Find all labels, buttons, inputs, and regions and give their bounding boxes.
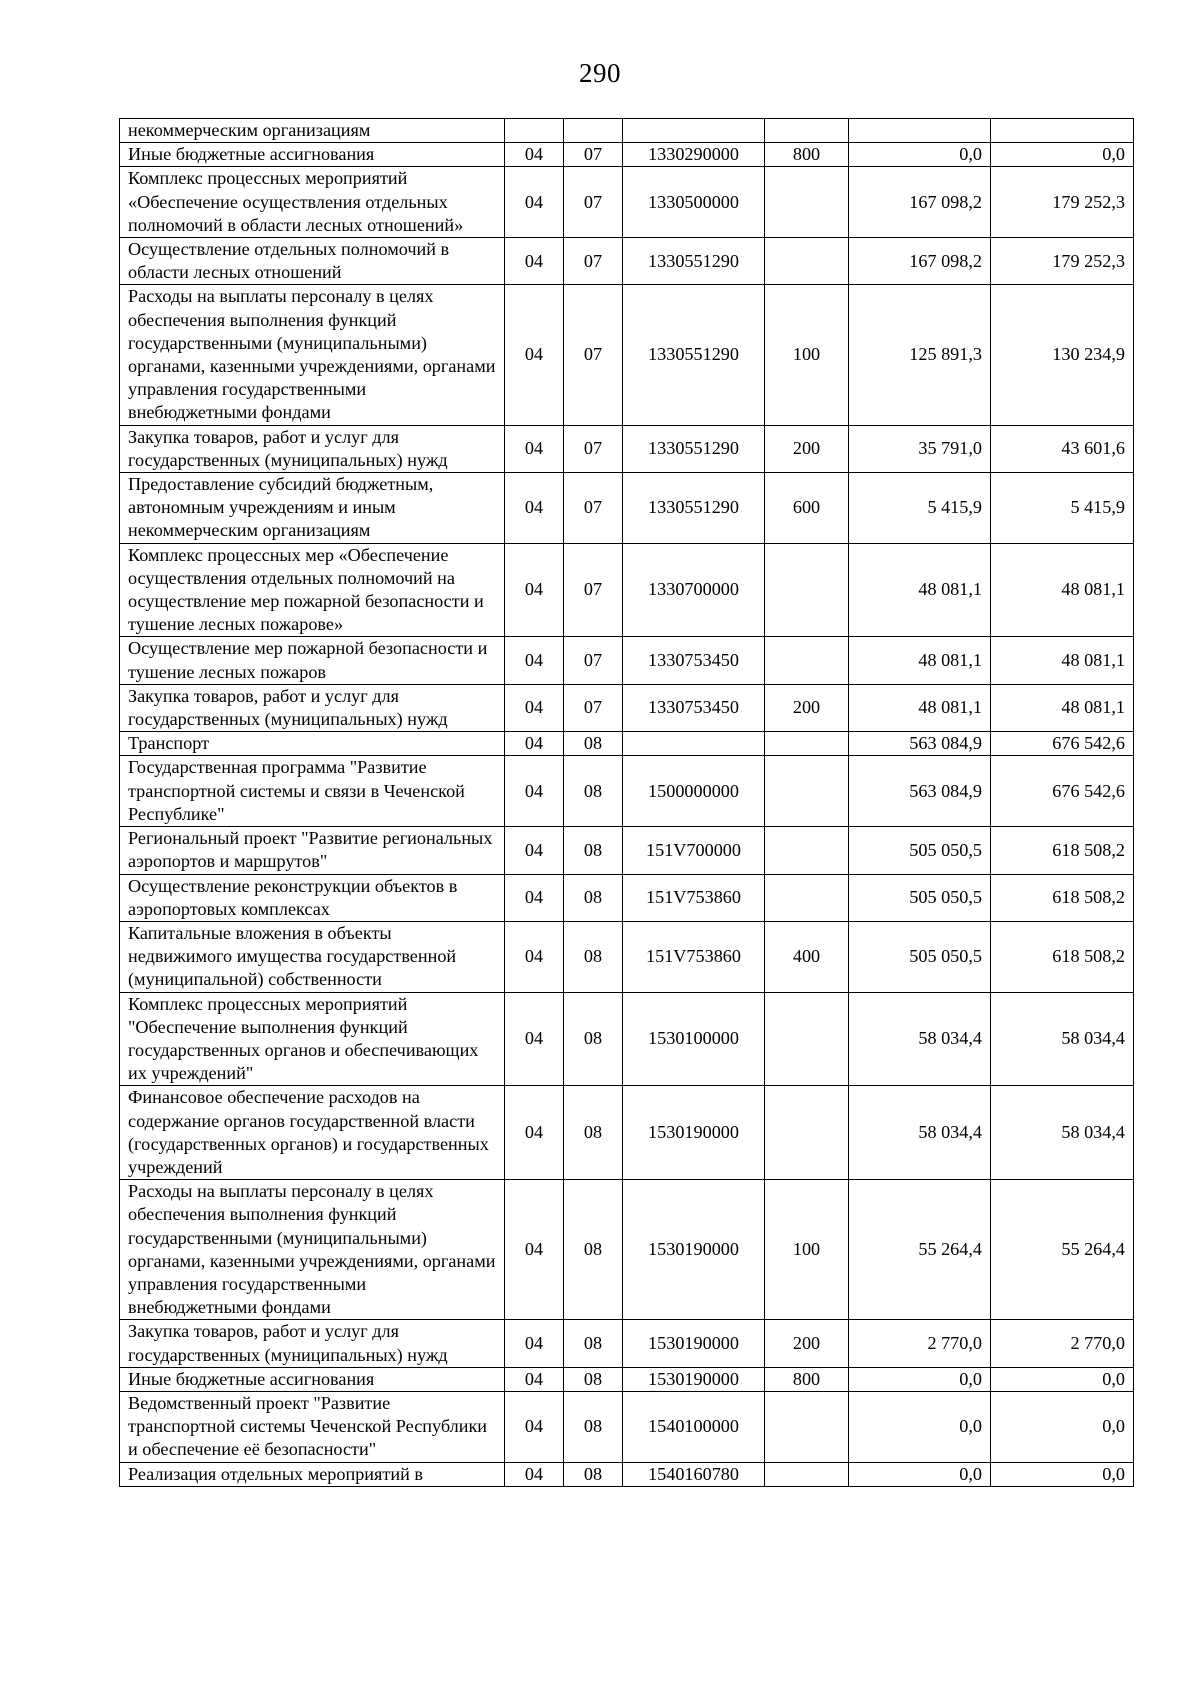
table-row <box>120 1180 1134 1320</box>
target-article-code: 1530100000 <box>623 992 765 1086</box>
expense-type-code <box>765 827 849 874</box>
amount-year-1: 505 050,5 <box>849 921 991 992</box>
amount-year-1: 58 034,4 <box>849 992 991 1086</box>
amount-year-2: 48 081,1 <box>991 543 1134 637</box>
item-name: Закупка товаров, работ и услуг для государственных (муниципальных) нужд <box>120 684 505 731</box>
table-row <box>120 285 1134 425</box>
item-name: Предоставление субсидий бюджетным, автономным учреждениям и иным некоммерческим организациям <box>120 473 505 544</box>
section-code: 04 <box>505 1367 564 1391</box>
expense-type-code <box>765 119 849 143</box>
amount-year-1: 505 050,5 <box>849 827 991 874</box>
section-code: 04 <box>505 167 564 238</box>
subsection-code: 08 <box>564 874 623 921</box>
target-article-code <box>623 119 765 143</box>
target-article-code: 1530190000 <box>623 1320 765 1367</box>
expense-type-code: 100 <box>765 1180 849 1320</box>
item-name: Капитальные вложения в объекты недвижимого имущества государственной (муниципальной) собственности <box>120 921 505 992</box>
item-name: Реализация отдельных мероприятий в <box>120 1462 505 1486</box>
subsection-code: 07 <box>564 285 623 425</box>
amount-year-2: 0,0 <box>991 1391 1134 1462</box>
section-code: 04 <box>505 684 564 731</box>
subsection-code: 08 <box>564 1391 623 1462</box>
amount-year-1: 563 084,9 <box>849 732 991 756</box>
target-article-code: 1330753450 <box>623 684 765 731</box>
amount-year-2 <box>991 119 1134 143</box>
expense-type-code: 800 <box>765 1367 849 1391</box>
target-article-code: 151V753860 <box>623 874 765 921</box>
subsection-code: 08 <box>564 827 623 874</box>
page-number: 290 <box>579 58 621 88</box>
item-name: Иные бюджетные ассигнования <box>120 143 505 167</box>
amount-year-2: 179 252,3 <box>991 167 1134 238</box>
item-name: некоммерческим организациям <box>120 119 505 143</box>
budget-table-body <box>120 119 1134 1487</box>
amount-year-2: 0,0 <box>991 1367 1134 1391</box>
amount-year-1: 505 050,5 <box>849 874 991 921</box>
target-article-code: 1330500000 <box>623 167 765 238</box>
table-row <box>120 874 1134 921</box>
expense-type-code: 100 <box>765 285 849 425</box>
table-row <box>120 732 1134 756</box>
expense-type-code <box>765 637 849 684</box>
item-name: Осуществление отдельных полномочий в области лесных отношений <box>120 238 505 285</box>
subsection-code: 08 <box>564 1320 623 1367</box>
item-name: Закупка товаров, работ и услуг для государственных (муниципальных) нужд <box>120 425 505 472</box>
section-code: 04 <box>505 921 564 992</box>
section-code: 04 <box>505 1391 564 1462</box>
table-row <box>120 143 1134 167</box>
expense-type-code <box>765 543 849 637</box>
amount-year-1: 48 081,1 <box>849 543 991 637</box>
target-article-code: 1540160780 <box>623 1462 765 1486</box>
item-name: Транспорт <box>120 732 505 756</box>
item-name: Финансовое обеспечение расходов на содержание органов государственной власти (государственных органов) и государственных учреждений <box>120 1086 505 1180</box>
subsection-code <box>564 119 623 143</box>
amount-year-2: 0,0 <box>991 1462 1134 1486</box>
target-article-code: 1530190000 <box>623 1180 765 1320</box>
subsection-code: 07 <box>564 684 623 731</box>
expense-type-code <box>765 992 849 1086</box>
amount-year-1: 167 098,2 <box>849 238 991 285</box>
amount-year-2: 130 234,9 <box>991 285 1134 425</box>
amount-year-1 <box>849 119 991 143</box>
amount-year-1: 5 415,9 <box>849 473 991 544</box>
subsection-code: 08 <box>564 732 623 756</box>
table-row <box>120 921 1134 992</box>
section-code: 04 <box>505 732 564 756</box>
item-name: Расходы на выплаты персоналу в целях обеспечения выполнения функций государственными (муниципальными) органами, казенными учреждениями, органами управления государственными внебюджетными фондами <box>120 1180 505 1320</box>
table-row <box>120 119 1134 143</box>
target-article-code: 1500000000 <box>623 756 765 827</box>
amount-year-1: 0,0 <box>849 1367 991 1391</box>
section-code <box>505 119 564 143</box>
table-row <box>120 684 1134 731</box>
subsection-code: 07 <box>564 637 623 684</box>
amount-year-1: 2 770,0 <box>849 1320 991 1367</box>
expense-type-code: 600 <box>765 473 849 544</box>
amount-year-2: 618 508,2 <box>991 921 1134 992</box>
target-article-code: 1540100000 <box>623 1391 765 1462</box>
table-row <box>120 167 1134 238</box>
subsection-code: 07 <box>564 473 623 544</box>
amount-year-1: 563 084,9 <box>849 756 991 827</box>
expense-type-code <box>765 167 849 238</box>
item-name: Комплекс процессных мероприятий "Обеспечение выполнения функций государственных органов и обеспечивающих их учреждений" <box>120 992 505 1086</box>
expense-type-code <box>765 1462 849 1486</box>
table-row <box>120 992 1134 1086</box>
table-row <box>120 756 1134 827</box>
subsection-code: 07 <box>564 425 623 472</box>
item-name: Осуществление мер пожарной безопасности и тушение лесных пожаров <box>120 637 505 684</box>
item-name: Государственная программа "Развитие транспортной системы и связи в Чеченской Республике" <box>120 756 505 827</box>
expense-type-code: 400 <box>765 921 849 992</box>
amount-year-1: 58 034,4 <box>849 1086 991 1180</box>
subsection-code: 08 <box>564 1180 623 1320</box>
expense-type-code: 200 <box>765 1320 849 1367</box>
amount-year-1: 125 891,3 <box>849 285 991 425</box>
subsection-code: 07 <box>564 238 623 285</box>
amount-year-2: 676 542,6 <box>991 732 1134 756</box>
expense-type-code <box>765 756 849 827</box>
target-article-code: 1330290000 <box>623 143 765 167</box>
table-row <box>120 543 1134 637</box>
target-article-code: 1330753450 <box>623 637 765 684</box>
subsection-code: 08 <box>564 1367 623 1391</box>
subsection-code: 08 <box>564 1462 623 1486</box>
amount-year-1: 0,0 <box>849 1462 991 1486</box>
amount-year-1: 0,0 <box>849 1391 991 1462</box>
section-code: 04 <box>505 756 564 827</box>
section-code: 04 <box>505 543 564 637</box>
amount-year-2: 55 264,4 <box>991 1180 1134 1320</box>
target-article-code: 1330551290 <box>623 238 765 285</box>
table-row <box>120 1320 1134 1367</box>
amount-year-2: 5 415,9 <box>991 473 1134 544</box>
expense-type-code <box>765 238 849 285</box>
target-article-code: 1530190000 <box>623 1367 765 1391</box>
table-row <box>120 637 1134 684</box>
amount-year-2: 676 542,6 <box>991 756 1134 827</box>
item-name: Комплекс процессных мер «Обеспечение осуществления отдельных полномочий на осуществление мер пожарной безопасности и тушение лесных пожарове» <box>120 543 505 637</box>
table-row <box>120 425 1134 472</box>
section-code: 04 <box>505 1462 564 1486</box>
item-name: Расходы на выплаты персоналу в целях обеспечения выполнения функций государственными (муниципальными) органами, казенными учреждениями, органами управления государственными внебюджетными фондами <box>120 285 505 425</box>
section-code: 04 <box>505 1180 564 1320</box>
expense-type-code <box>765 1391 849 1462</box>
amount-year-1: 35 791,0 <box>849 425 991 472</box>
section-code: 04 <box>505 473 564 544</box>
expense-type-code: 200 <box>765 684 849 731</box>
amount-year-2: 58 034,4 <box>991 992 1134 1086</box>
target-article-code <box>623 732 765 756</box>
item-name: Ведомственный проект "Развитие транспортной системы Чеченской Республики и обеспечение её безопасности" <box>120 1391 505 1462</box>
table-row <box>120 827 1134 874</box>
amount-year-2: 58 034,4 <box>991 1086 1134 1180</box>
table-row <box>120 1086 1134 1180</box>
budget-table <box>119 118 1134 1487</box>
section-code: 04 <box>505 425 564 472</box>
table-row <box>120 473 1134 544</box>
section-code: 04 <box>505 874 564 921</box>
amount-year-2: 48 081,1 <box>991 637 1134 684</box>
target-article-code: 151V753860 <box>623 921 765 992</box>
expense-type-code: 800 <box>765 143 849 167</box>
target-article-code: 1330551290 <box>623 285 765 425</box>
amount-year-1: 167 098,2 <box>849 167 991 238</box>
amount-year-2: 43 601,6 <box>991 425 1134 472</box>
target-article-code: 1330551290 <box>623 473 765 544</box>
subsection-code: 07 <box>564 143 623 167</box>
expense-type-code <box>765 1086 849 1180</box>
section-code: 04 <box>505 1086 564 1180</box>
subsection-code: 08 <box>564 756 623 827</box>
subsection-code: 07 <box>564 167 623 238</box>
amount-year-2: 618 508,2 <box>991 874 1134 921</box>
amount-year-2: 0,0 <box>991 143 1134 167</box>
amount-year-2: 618 508,2 <box>991 827 1134 874</box>
section-code: 04 <box>505 238 564 285</box>
item-name: Закупка товаров, работ и услуг для государственных (муниципальных) нужд <box>120 1320 505 1367</box>
amount-year-2: 48 081,1 <box>991 684 1134 731</box>
expense-type-code: 200 <box>765 425 849 472</box>
section-code: 04 <box>505 1320 564 1367</box>
amount-year-1: 0,0 <box>849 143 991 167</box>
target-article-code: 1530190000 <box>623 1086 765 1180</box>
section-code: 04 <box>505 992 564 1086</box>
subsection-code: 07 <box>564 543 623 637</box>
amount-year-1: 48 081,1 <box>849 637 991 684</box>
item-name: Комплекс процессных мероприятий «Обеспечение осуществления отдельных полномочий в области лесных отношений» <box>120 167 505 238</box>
item-name: Осуществление реконструкции объектов в аэропортовых комплексах <box>120 874 505 921</box>
amount-year-2: 2 770,0 <box>991 1320 1134 1367</box>
section-code: 04 <box>505 285 564 425</box>
table-row <box>120 1391 1134 1462</box>
subsection-code: 08 <box>564 992 623 1086</box>
table-row <box>120 238 1134 285</box>
expense-type-code <box>765 732 849 756</box>
section-code: 04 <box>505 827 564 874</box>
target-article-code: 1330700000 <box>623 543 765 637</box>
table-row <box>120 1367 1134 1391</box>
expense-type-code <box>765 874 849 921</box>
section-code: 04 <box>505 637 564 684</box>
section-code: 04 <box>505 143 564 167</box>
subsection-code: 08 <box>564 921 623 992</box>
amount-year-1: 48 081,1 <box>849 684 991 731</box>
target-article-code: 1330551290 <box>623 425 765 472</box>
subsection-code: 08 <box>564 1086 623 1180</box>
target-article-code: 151V700000 <box>623 827 765 874</box>
amount-year-2: 179 252,3 <box>991 238 1134 285</box>
amount-year-1: 55 264,4 <box>849 1180 991 1320</box>
item-name: Региональный проект "Развитие региональных аэропортов и маршрутов" <box>120 827 505 874</box>
item-name: Иные бюджетные ассигнования <box>120 1367 505 1391</box>
table-row <box>120 1462 1134 1486</box>
